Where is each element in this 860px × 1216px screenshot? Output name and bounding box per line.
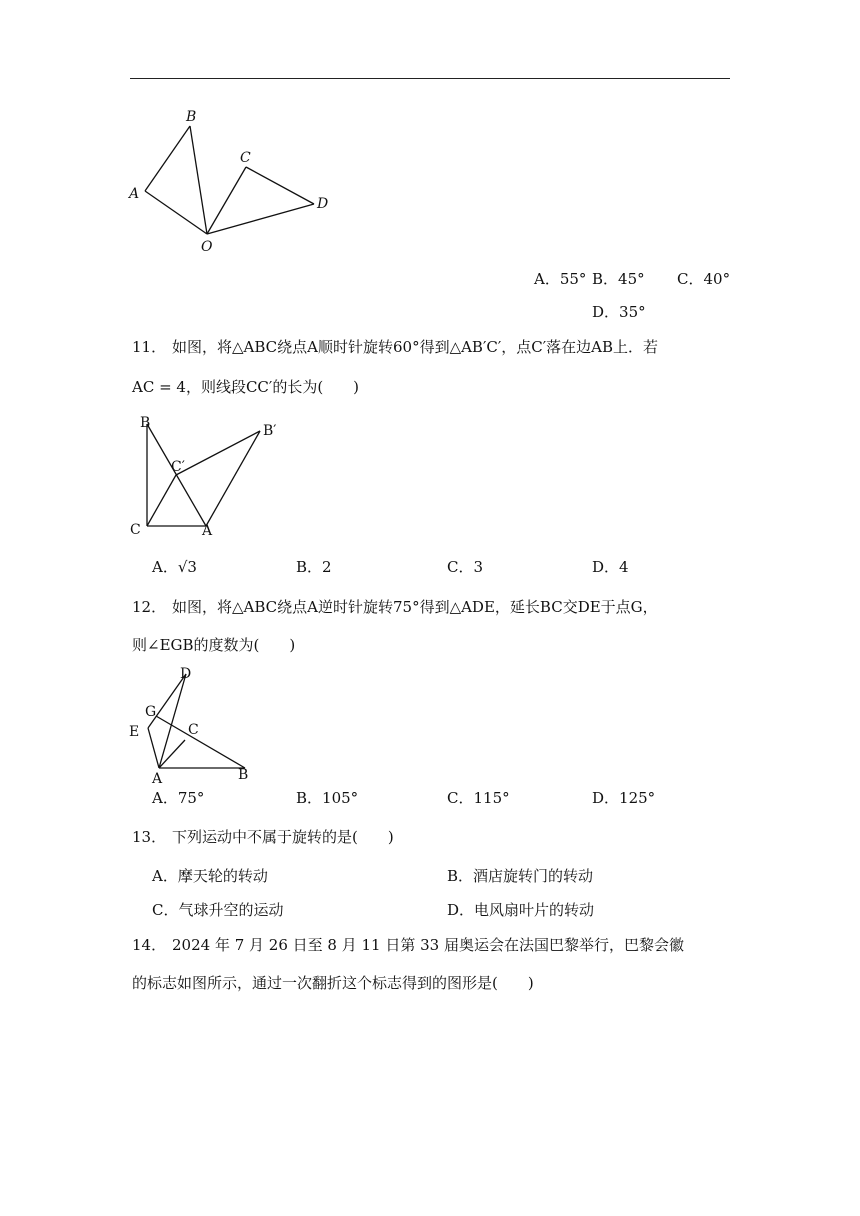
q13-option-c: C．气球升空的运动 bbox=[152, 901, 284, 919]
q11-option-a: A．√3 bbox=[152, 558, 197, 576]
q12-label-B: B bbox=[238, 767, 249, 783]
q13-text: 下列运动中不属于旋转的是( ) bbox=[172, 828, 394, 846]
q11-text-line2: AC = 4，则线段CC′的长为( ) bbox=[132, 378, 360, 396]
q11-option-b: B．2 bbox=[296, 558, 332, 576]
q13-number: 13． bbox=[132, 828, 167, 846]
q11-label-B: B bbox=[140, 415, 151, 431]
q11-number: 11． bbox=[132, 338, 167, 356]
q14-text-line2: 的标志如图所示，通过一次翻折这个标志得到的图形是( ) bbox=[132, 974, 534, 992]
q14-text-line1: 2024 年 7 月 26 日至 8 月 11 日第 33 届奥运会在法国巴黎举行，巴黎会徽 bbox=[172, 936, 684, 954]
q12-option-d: D．125° bbox=[592, 789, 656, 807]
q12-number: 12． bbox=[132, 598, 167, 616]
q10-option-c: C．40° bbox=[677, 270, 731, 288]
q10-option-a: A．55° bbox=[534, 270, 587, 288]
q11-option-c: C．3 bbox=[447, 558, 484, 576]
segment-AO bbox=[145, 191, 207, 234]
q12-label-A: A bbox=[152, 771, 163, 787]
segment-AB bbox=[145, 126, 190, 191]
q12-label-E: E bbox=[129, 724, 140, 740]
segment-GB bbox=[156, 716, 245, 768]
q11-figure bbox=[126, 408, 296, 538]
segment-OD bbox=[207, 204, 314, 234]
q11-label-B-prime: B′ bbox=[263, 423, 277, 439]
q10-label-B: B bbox=[186, 109, 197, 125]
q10-figure bbox=[120, 100, 350, 260]
q11-text-line1: 如图，将△ABC绕点A顺时针旋转60°得到△AB′C′，点C′落在边AB上．若 bbox=[172, 338, 658, 356]
q12-option-a: A．75° bbox=[152, 789, 205, 807]
q12-figure bbox=[126, 662, 266, 786]
q11-label-C: C bbox=[130, 522, 141, 538]
q10-label-O: O bbox=[201, 239, 213, 255]
q12-label-D: D bbox=[180, 666, 192, 682]
q10-label-D: D bbox=[317, 196, 329, 212]
q12-label-G: G bbox=[145, 704, 157, 720]
q11-option-d: D．4 bbox=[592, 558, 629, 576]
segment-CD bbox=[246, 167, 314, 204]
q10-option-b: B．45° bbox=[592, 270, 645, 288]
q12-text-line2: 则∠EGB的度数为( ) bbox=[132, 636, 296, 654]
segment-BO bbox=[190, 126, 207, 234]
header-rule bbox=[130, 78, 730, 79]
q12-label-C: C bbox=[188, 722, 199, 738]
q13-option-b: B．酒店旋转门的转动 bbox=[447, 867, 594, 885]
q14-number: 14． bbox=[132, 936, 167, 954]
segment-OC bbox=[207, 167, 246, 234]
q13-option-d: D．电风扇叶片的转动 bbox=[447, 901, 595, 919]
q12-text-line1: 如图，将△ABC绕点A逆时针旋转75°得到△ADE，延长BC交DE于点G， bbox=[172, 598, 658, 616]
q10-label-A: A bbox=[129, 186, 140, 202]
q12-option-c: C．115° bbox=[447, 789, 510, 807]
segment-CC1 bbox=[147, 475, 176, 526]
q13-option-a: A．摩天轮的转动 bbox=[152, 867, 268, 885]
segment-EA bbox=[148, 728, 159, 768]
q10-label-C: C bbox=[240, 150, 251, 166]
q10-option-d: D．35° bbox=[592, 303, 646, 321]
q11-label-A: A bbox=[202, 523, 213, 539]
q11-label-C-prime: C′ bbox=[171, 459, 185, 475]
q12-option-b: B．105° bbox=[296, 789, 359, 807]
